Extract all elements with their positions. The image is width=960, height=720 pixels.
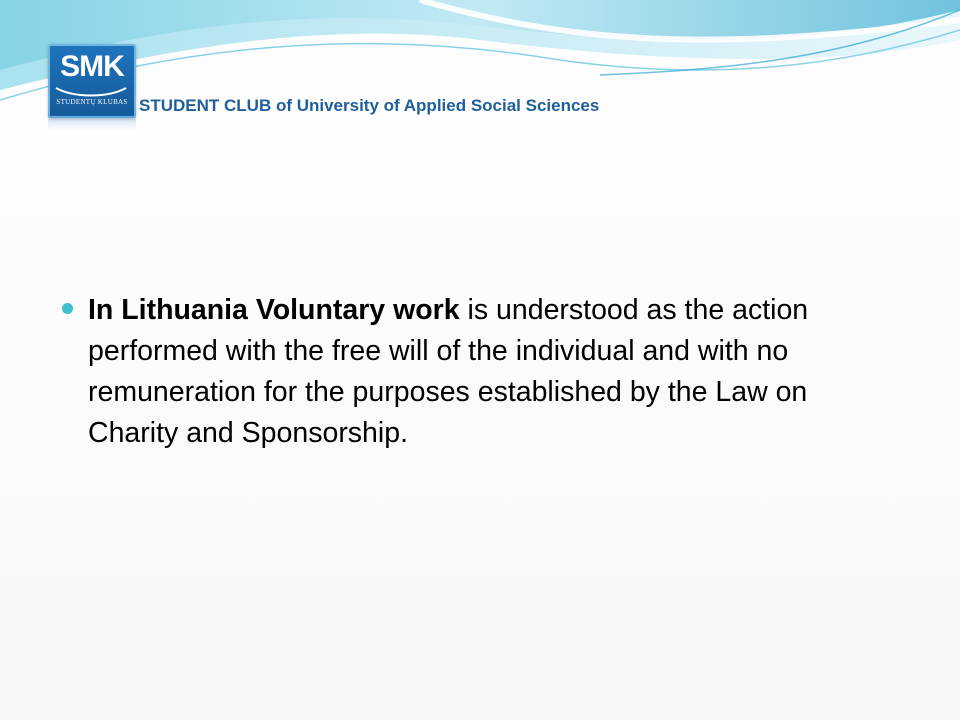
logo-reflection <box>48 114 136 130</box>
logo-subtitle: STUDENTŲ KLUBAS <box>56 98 128 106</box>
bullet-text <box>88 290 880 454</box>
bullet-dot-icon <box>62 303 73 314</box>
slide-content <box>60 290 880 454</box>
bullet-bold-text: In Lithuania Voluntary work <box>88 294 460 326</box>
logo-arc-icon <box>54 86 128 98</box>
logo-text: SMK <box>60 50 124 83</box>
bullet-rest-text: is understood as the action performed with the free will of the individual and with no remuneration for the purposes established by the Law on Charity and Sponsorship. <box>88 294 809 449</box>
smk-logo <box>48 44 136 118</box>
club-title: STUDENT CLUB of University of Applied Social Sciences <box>139 96 600 115</box>
